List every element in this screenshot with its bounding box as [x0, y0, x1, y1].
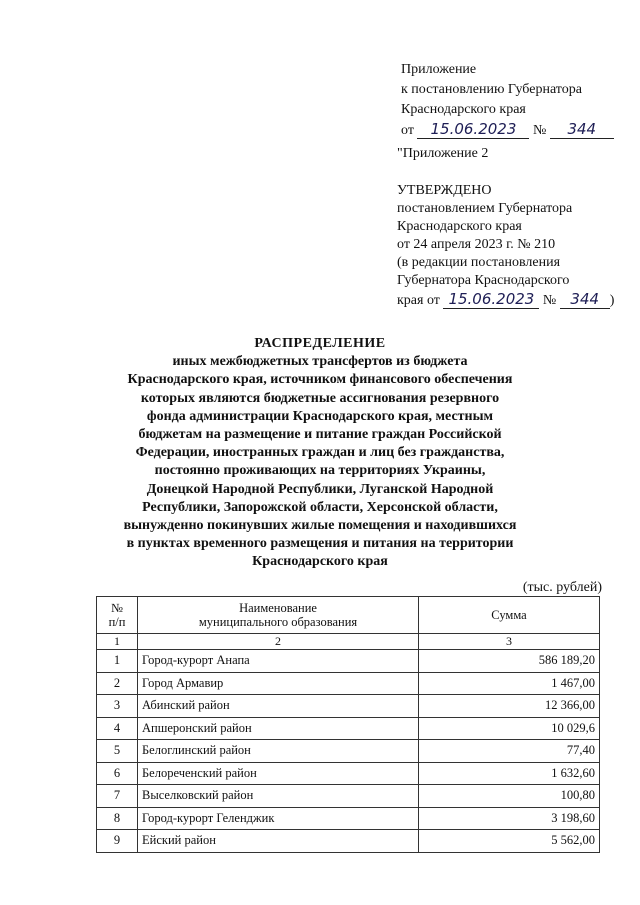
- handwritten-number: 344: [550, 120, 614, 139]
- title-line: Республики, Запорожской области, Херсонской области,: [142, 499, 498, 515]
- row-number: 1: [97, 650, 138, 673]
- row-number: 8: [97, 807, 138, 830]
- table-row: [97, 717, 600, 740]
- header-number: [97, 597, 138, 634]
- number-sign: №: [532, 123, 547, 138]
- row-number: 7: [97, 785, 138, 808]
- approved-line-5: (в редакции постановления: [397, 255, 561, 270]
- col-number-1: 1: [97, 634, 138, 650]
- table-row: [97, 807, 600, 830]
- from-prefix: от: [401, 123, 414, 138]
- column-number-row: [97, 634, 600, 650]
- row-number: 4: [97, 717, 138, 740]
- approved-block: [397, 182, 632, 310]
- table-header-row: [97, 597, 600, 634]
- title-line: фонда администрации Краснодарского края, местным: [146, 408, 494, 424]
- row-municipality: Город Армавир: [138, 672, 419, 695]
- col-number-3: 3: [419, 634, 600, 650]
- approved-line-1: УТВЕРЖДЕНО: [397, 183, 492, 198]
- row-municipality: Белореченский район: [138, 762, 419, 785]
- appendix-line-2: к постановлению Губернатора: [401, 82, 582, 97]
- title-line: Донецкой Народной Республики, Луганской Народной: [146, 481, 494, 497]
- table-row: [97, 740, 600, 763]
- approved-line-6: Губернатора Краснодарского: [397, 273, 570, 288]
- title-line: которых являются бюджетные ассигнования резервного: [140, 390, 500, 406]
- approved-line-4: от 24 апреля 2023 г. № 210: [397, 237, 556, 252]
- table-row: [97, 672, 600, 695]
- table-row: [97, 830, 600, 853]
- row-number: 3: [97, 695, 138, 718]
- row-sum: 5 562,00: [419, 830, 600, 853]
- handwritten-date: 15.06.2023: [417, 120, 529, 139]
- row-number: 6: [97, 762, 138, 785]
- row-municipality: Апшеронский район: [138, 717, 419, 740]
- row-sum: 1 632,60: [419, 762, 600, 785]
- appendix-line-1: Приложение: [401, 62, 477, 77]
- row-sum: 3 198,60: [419, 807, 600, 830]
- appendix-block: [401, 60, 631, 141]
- table-row: [97, 762, 600, 785]
- approved-line-3: Краснодарского края: [397, 219, 522, 234]
- approved-number-sign: №: [542, 293, 557, 308]
- row-municipality: Белоглинский район: [138, 740, 419, 763]
- row-municipality: Ейский район: [138, 830, 419, 853]
- approved-closing: ): [609, 293, 615, 308]
- row-municipality: Город-курорт Анапа: [138, 650, 419, 673]
- row-municipality: Абинский район: [138, 695, 419, 718]
- approved-date-line: [397, 290, 632, 310]
- title-line: постоянно проживающих на территориях Украины,: [154, 463, 486, 479]
- row-municipality: Выселковский район: [138, 785, 419, 808]
- table-row: [97, 650, 600, 673]
- approved-handwritten-number: 344: [560, 290, 610, 309]
- row-sum: 586 189,20: [419, 650, 600, 673]
- title-heading: РАСПРЕДЕЛЕНИЕ: [254, 336, 386, 351]
- row-municipality: Город-курорт Геленджик: [138, 807, 419, 830]
- title-line: в пунктах временного размещения и питания на территории: [126, 536, 514, 552]
- approved-line-2: постановлением Губернатора: [397, 201, 573, 216]
- row-sum: 77,40: [419, 740, 600, 763]
- header-name: [138, 597, 419, 634]
- appendix-date-line: [401, 120, 631, 141]
- title-line: иных межбюджетных трансфертов из бюджета: [172, 354, 468, 370]
- row-number: 2: [97, 672, 138, 695]
- table-row: [97, 695, 600, 718]
- appendix-2-label: "Приложение 2: [397, 146, 489, 161]
- row-sum: 100,80: [419, 785, 600, 808]
- title-line: вынужденно покинувших жилые помещения и находившихся: [123, 518, 517, 534]
- row-sum: 10 029,6: [419, 717, 600, 740]
- appendix-line-3: Краснодарского края: [401, 102, 526, 117]
- approved-handwritten-date: 15.06.2023: [443, 290, 539, 309]
- header-number-line-2: п/п: [108, 615, 126, 629]
- approved-from-prefix: края от: [397, 293, 440, 308]
- title-line: Краснодарского края, источником финансового обеспечения: [127, 372, 513, 388]
- header-number-line-1: №: [111, 601, 123, 615]
- header-name-line-1: Наименование: [239, 601, 317, 615]
- unit-label: (тыс. рублей): [522, 580, 602, 595]
- row-sum: 12 366,00: [419, 695, 600, 718]
- table-row: [97, 785, 600, 808]
- header-sum: Сумма: [419, 597, 600, 634]
- title-line: бюджетам на размещение и питание граждан Российской: [138, 427, 502, 443]
- title-line: Федерации, иностранных граждан и лиц без гражданства,: [135, 445, 505, 461]
- row-number: 5: [97, 740, 138, 763]
- header-name-line-2: муниципального образования: [198, 615, 358, 629]
- row-sum: 1 467,00: [419, 672, 600, 695]
- title-line: Краснодарского края: [252, 554, 388, 570]
- col-number-2: 2: [138, 634, 419, 650]
- document-title: [120, 335, 520, 572]
- row-number: 9: [97, 830, 138, 853]
- distribution-table: [96, 596, 600, 853]
